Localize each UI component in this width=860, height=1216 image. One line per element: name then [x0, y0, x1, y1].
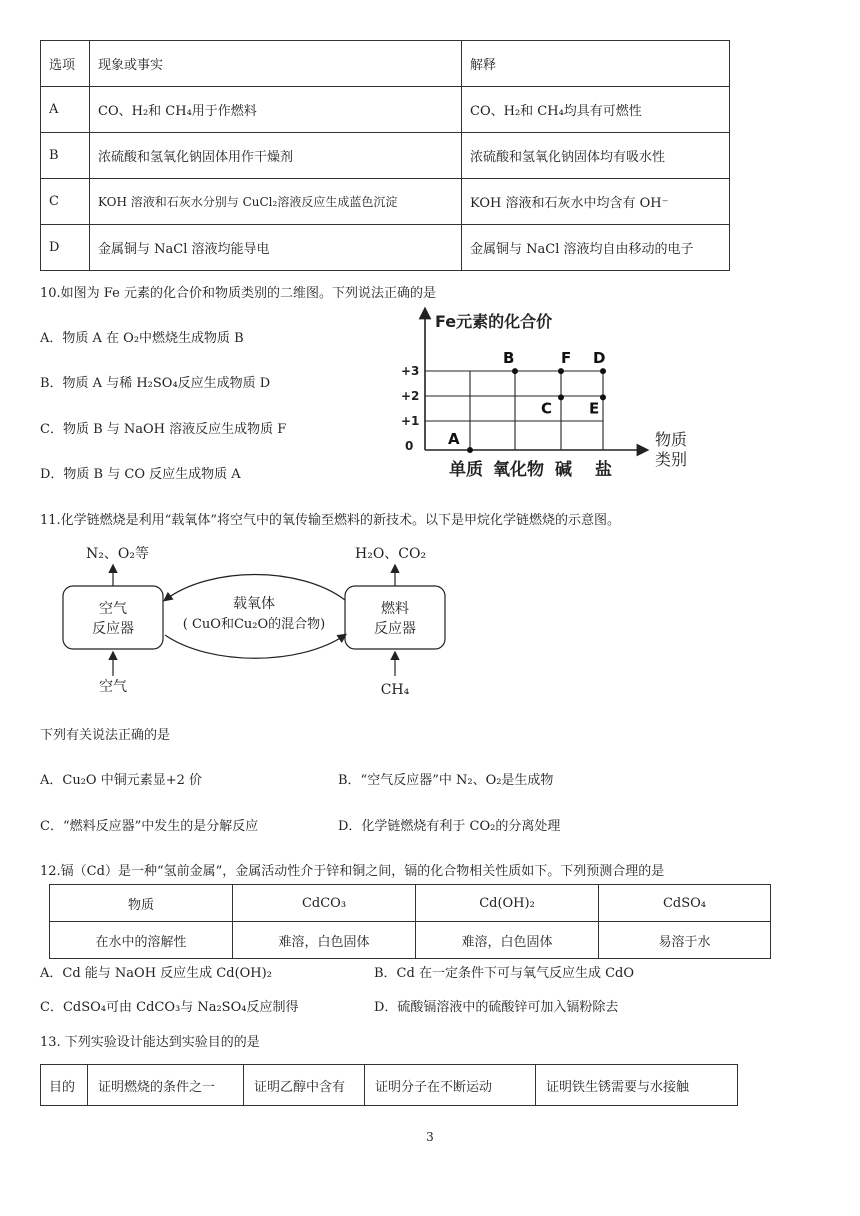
table-cell: 证明铁生锈需要与水接触 [536, 1065, 738, 1106]
row-explain: 浓硫酸和氢氧化钠固体均有吸水性 [462, 133, 730, 179]
row-explain: 金属铜与 NaCl 溶液均自由移动的电子 [462, 225, 730, 271]
row-option: C [41, 179, 90, 225]
q11-option-a: A．Cu₂O 中铜元素显+2 价 [40, 773, 203, 788]
right-inlet-label: CH₄ [380, 682, 410, 698]
table-cell: 在水中的溶解性 [50, 922, 233, 959]
point-d-label: D [593, 349, 606, 368]
chemical-looping-diagram [50, 538, 470, 708]
x-axis-title-line1: 物质 [655, 430, 688, 449]
row-option: B [41, 133, 90, 179]
carrier-label-1: 载氧体 [233, 596, 275, 612]
table-row [41, 87, 730, 133]
header-option: 选项 [41, 41, 90, 87]
header-explain: 解释 [462, 41, 730, 87]
fact-explanation-table [40, 40, 730, 271]
point-d-marker [600, 368, 606, 374]
fe-valence-chart [385, 305, 715, 485]
point-c-label: C [541, 399, 553, 418]
q12-stem: 12.镉（Cd）是一种“氢前金属”，金属活动性介于锌和铜之间，镉的化合物相关性质如下。下列预测合理的是 [40, 864, 665, 879]
point-f-label: F [561, 349, 572, 368]
x-tick-label: 单质 [449, 460, 483, 480]
q12-option-a: A．Cd 能与 NaOH 反应生成 Cd(OH)₂ [40, 966, 272, 981]
table-cell: CdSO₄ [599, 885, 771, 922]
air-reactor-label-1: 空气 [99, 601, 127, 617]
row-option: A [41, 87, 90, 133]
table-cell: 物质 [50, 885, 233, 922]
cadmium-compounds-table [49, 884, 771, 959]
q10-option-d: D．物质 B 与 CO 反应生成物质 A [40, 467, 241, 482]
row-explain: KOH 溶液和石灰水中均含有 OH⁻ [462, 179, 730, 225]
q12-option-c: C．CdSO₄可由 CdCO₃与 Na₂SO₄反应制得 [40, 1000, 299, 1015]
row-fact: CO、H₂和 CH₄用于作燃料 [90, 87, 462, 133]
q10-option-c: C．物质 B 与 NaOH 溶液反应生成物质 F [40, 422, 287, 437]
row-fact: 金属铜与 NaCl 溶液均能导电 [90, 225, 462, 271]
table-cell: 易溶于水 [599, 922, 771, 959]
point-f-marker [558, 368, 564, 374]
left-inlet-label: 空气 [99, 679, 127, 695]
point-b-marker [512, 368, 518, 374]
row-explain: CO、H₂和 CH₄均具有可燃性 [462, 87, 730, 133]
point-a-label: A [448, 430, 460, 448]
q11-option-d: D．化学链燃烧有利于 CO₂的分离处理 [338, 819, 561, 834]
table-cell: 证明乙醇中含有 [244, 1065, 365, 1106]
y-tick-label: +3 [401, 364, 420, 378]
page-number: 3 [426, 1130, 434, 1144]
table-cell: 难溶，白色固体 [233, 922, 416, 959]
table-cell: 难溶，白色固体 [416, 922, 599, 959]
row-fact: KOH 溶液和石灰水分别与 CuCl₂溶液反应生成蓝色沉淀 [90, 179, 462, 225]
air-reactor-label-2: 反应器 [92, 621, 134, 637]
table-row [41, 1065, 738, 1106]
q10-option-a: A．物质 A 在 O₂中燃烧生成物质 B [40, 331, 244, 346]
table-row [50, 885, 771, 922]
carrier-arrow-bottom [165, 635, 345, 658]
table-row [50, 922, 771, 959]
carrier-label-2: ( CuO和Cu₂O的混合物) [182, 617, 326, 632]
q12-option-d: D．硫酸镉溶液中的硫酸锌可加入镉粉除去 [374, 1000, 619, 1015]
table-cell: CdCO₃ [233, 885, 416, 922]
point-b-label: B [503, 349, 515, 368]
q10-stem: 10.如图为 Fe 元素的化合价和物质类别的二维图。下列说法正确的是 [40, 286, 436, 301]
header-fact: 现象或事实 [90, 41, 462, 87]
table-cell: 证明燃烧的条件之一 [88, 1065, 244, 1106]
table-cell: 证明分子在不断运动 [365, 1065, 536, 1106]
table-row [41, 133, 730, 179]
experiment-design-table [40, 1064, 738, 1106]
y-tick-label: 0 [405, 439, 414, 453]
y-tick-label: +2 [401, 389, 420, 403]
x-tick-label: 碱 [555, 460, 572, 480]
air-reactor-box [63, 586, 163, 649]
y-axis-title: Fe元素的化合价 [435, 312, 553, 331]
q11-stem: 11.化学链燃烧是利用“载氧体”将空气中的氧传输至燃料的新技术。以下是甲烷化学链燃烧的示意图。 [40, 513, 620, 528]
fuel-reactor-label-1: 燃料 [381, 601, 409, 617]
x-tick-label: 盐 [595, 460, 612, 480]
table-cell: 目的 [41, 1065, 88, 1106]
point-e-label: E [589, 399, 600, 418]
x-tick-label: 氧化物 [493, 460, 544, 480]
point-c-marker [558, 394, 564, 400]
fuel-reactor-label-2: 反应器 [374, 621, 416, 637]
q12-option-b: B．Cd 在一定条件下可与氧气反应生成 CdO [374, 966, 635, 981]
q13-stem: 13. 下列实验设计能达到实验目的的是 [40, 1035, 260, 1050]
table-row [41, 179, 730, 225]
table-cell: Cd(OH)₂ [416, 885, 599, 922]
y-tick-label: +1 [401, 414, 420, 428]
row-fact: 浓硫酸和氢氧化钠固体用作干燥剂 [90, 133, 462, 179]
point-e-marker [600, 394, 606, 400]
table-row [41, 225, 730, 271]
table-header-row [41, 41, 730, 87]
q11-option-c: C．“燃料反应器”中发生的是分解反应 [40, 819, 259, 834]
q10-option-b: B．物质 A 与稀 H₂SO₄反应生成物质 D [40, 376, 271, 391]
fuel-reactor-box [345, 586, 445, 649]
row-option: D [41, 225, 90, 271]
point-a-marker [467, 447, 473, 453]
left-outlet-label: N₂、O₂等 [86, 546, 149, 562]
q11-option-b: B．“空气反应器”中 N₂、O₂是生成物 [338, 773, 554, 788]
x-axis-title-line2: 类别 [655, 450, 688, 469]
q11-sub-stem: 下列有关说法正确的是 [40, 728, 171, 743]
right-outlet-label: H₂O、CO₂ [355, 546, 427, 562]
